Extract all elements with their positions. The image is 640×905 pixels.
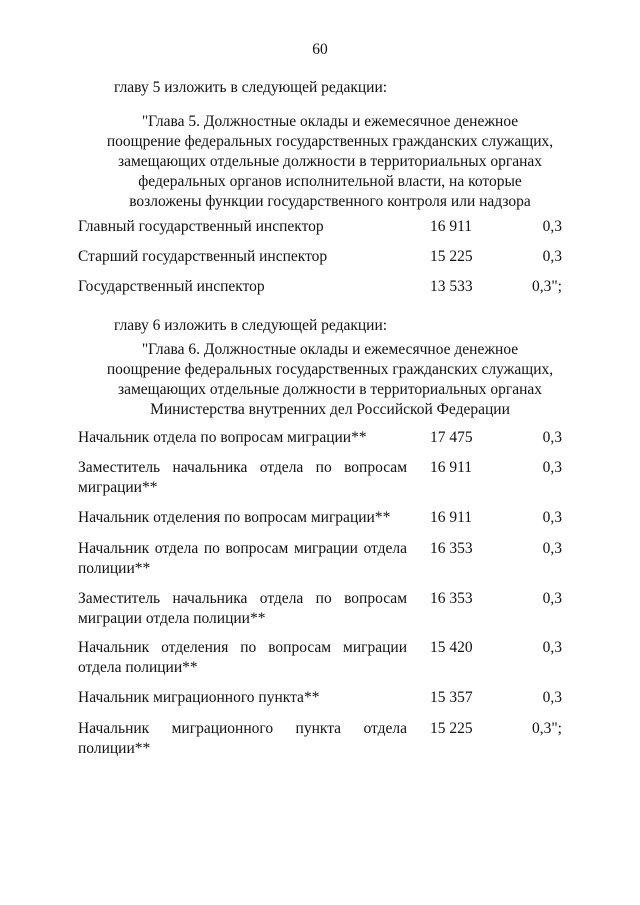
bonus-coefficient: 0,3 <box>542 248 562 265</box>
table-row <box>78 638 562 678</box>
table-row <box>78 589 562 629</box>
position-title: Начальник отделения по вопросам миграции отдела полиции** <box>78 639 407 676</box>
salary-value: 16 353 <box>430 540 473 557</box>
salary-value: 15 225 <box>430 720 473 737</box>
position-title: Начальник отделения по вопросам миграции** <box>78 509 391 526</box>
table-row <box>78 277 562 317</box>
chapter-5-heading-line: федеральных органов исполнительной власти, на которые <box>138 173 522 190</box>
bonus-coefficient: 0,3 <box>542 590 562 607</box>
chapter-6-intro: главу 6 изложить в следующей редакции: <box>114 317 388 334</box>
table-row <box>78 539 562 579</box>
bonus-coefficient: 0,3 <box>542 509 562 526</box>
salary-value: 16 911 <box>430 218 473 235</box>
chapter-6-heading-line: замещающих отдельные должности в территориальных органах <box>117 381 543 398</box>
salary-value: 15 225 <box>430 248 473 265</box>
bonus-coefficient: 0,3"; <box>531 720 562 737</box>
position-title: Заместитель начальника отдела по вопросам миграции отдела полиции** <box>78 590 407 627</box>
chapter-5-heading-line: поощрение федеральных государственных гражданских служащих, <box>106 133 554 150</box>
chapter-6-heading-line: поощрение федеральных государственных гражданских служащих, <box>106 361 554 378</box>
chapter-6-heading-line: Министерства внутренних дел Российской Федерации <box>150 401 510 418</box>
bonus-coefficient: 0,3 <box>542 459 562 476</box>
chapter-6-heading-line: "Глава 6. Должностные оклады и ежемесячное денежное <box>141 341 519 358</box>
chapter-5-heading <box>60 112 600 212</box>
position-title: Начальник миграционного пункта** <box>78 689 320 706</box>
position-title: Начальник отдела по вопросам миграции** <box>78 429 367 446</box>
position-title: Старший государственный инспектор <box>78 248 328 265</box>
chapter-5-heading-line: замещающих отдельные должности в территориальных органах <box>117 153 543 170</box>
bonus-coefficient: 0,3 <box>542 429 562 446</box>
salary-value: 17 475 <box>430 429 473 446</box>
salary-value: 13 533 <box>430 278 473 295</box>
salary-value: 16 911 <box>430 509 473 526</box>
chapter-5-intro: главу 5 изложить в следующей редакции: <box>114 79 388 96</box>
table-row <box>78 719 562 759</box>
bonus-coefficient: 0,3 <box>542 689 562 706</box>
bonus-coefficient: 0,3 <box>542 540 562 557</box>
position-title: Начальник миграционного пункта отдела полиции** <box>78 720 407 757</box>
salary-value: 15 357 <box>430 689 473 706</box>
salary-value: 16 911 <box>430 459 473 476</box>
salary-value: 15 420 <box>430 639 473 656</box>
position-title: Заместитель начальника отдела по вопросам миграции** <box>78 459 407 496</box>
chapter-5-heading-line: "Глава 5. Должностные оклады и ежемесячное денежное <box>141 113 519 130</box>
bonus-coefficient: 0,3 <box>542 218 562 235</box>
salary-value: 16 353 <box>430 590 473 607</box>
bonus-coefficient: 0,3 <box>542 639 562 656</box>
chapter-5-heading-line: возложены функции государственного контроля или надзора <box>129 193 531 210</box>
page-number: 60 <box>312 41 328 58</box>
position-title: Государственный инспектор <box>78 278 265 295</box>
chapter-6-heading <box>60 340 600 420</box>
bonus-coefficient: 0,3"; <box>531 278 562 295</box>
table-row <box>78 458 562 498</box>
position-title: Главный государственный инспектор <box>78 218 324 235</box>
position-title: Начальник отдела по вопросам миграции отдела полиции** <box>78 540 407 577</box>
